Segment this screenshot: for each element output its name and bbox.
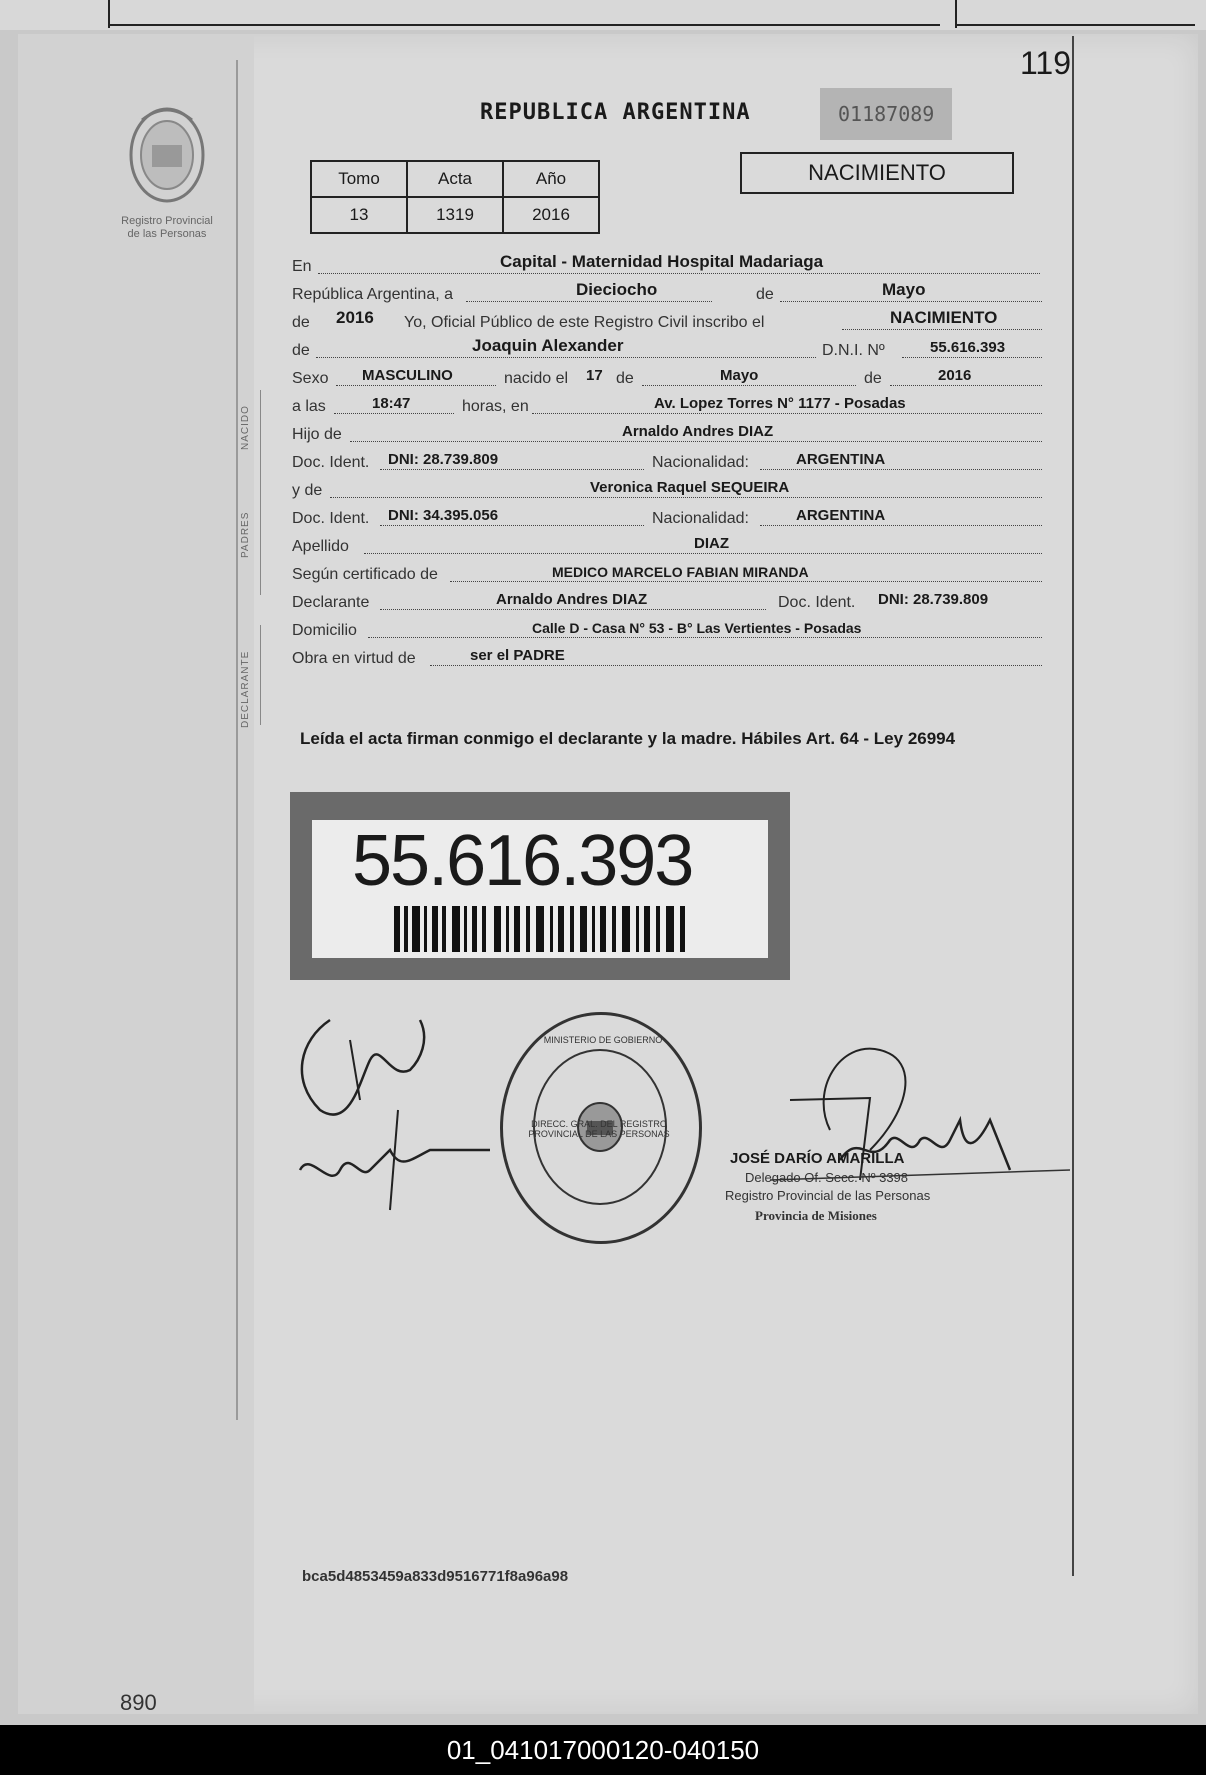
dni-sticker-inner: [312, 820, 768, 958]
page-number: 119: [1020, 45, 1072, 81]
domicilio-label: Domicilio: [292, 622, 357, 639]
row-madre: [270, 474, 1070, 502]
decl-doc-value: DNI: 28.739.809: [878, 591, 989, 608]
coat-of-arms-icon: [122, 100, 212, 210]
declarante-label: Declarante: [292, 594, 370, 611]
stamp-inner-text: MINISTERIO DE GOBIERNO: [543, 1035, 663, 1045]
dots: [380, 608, 766, 610]
tomo-label: Tomo: [311, 161, 407, 197]
domicilio-value: Calle D - Casa N° 53 - B° Las Vertientes - Posadas: [532, 620, 862, 636]
document-hash: bca5d4853459a833d9516771f8a96a98: [302, 1568, 569, 1585]
dots: [430, 664, 1042, 666]
side-label-declarante: DECLARANTE: [240, 650, 251, 728]
row-fecha: [270, 278, 1070, 306]
madre-value: Veronica Raquel SEQUEIRA: [590, 479, 790, 496]
obra-value: ser el PADRE: [470, 647, 565, 664]
inscribo-value: NACIMIENTO: [890, 308, 998, 327]
madre-nac-label: Nacionalidad:: [652, 510, 749, 527]
seal-label-2: de las Personas: [127, 228, 207, 240]
row-declarante: [270, 586, 1070, 614]
lugar-value: Capital - Maternidad Hospital Madariaga: [500, 252, 824, 271]
obra-label: Obra en virtud de: [292, 650, 416, 667]
top-strip: [0, 0, 1206, 30]
dots: [532, 412, 1042, 414]
row-sexo: [270, 362, 1070, 390]
horas-label: horas, en: [462, 398, 529, 415]
republica-label: República Argentina, a: [292, 286, 453, 303]
dia-value: Dieciocho: [576, 280, 658, 299]
row-obra: [270, 642, 1070, 670]
dots: [318, 272, 1040, 274]
official-name: JOSÉ DARÍO AMARILLA: [730, 1150, 905, 1167]
declarante-value: Arnaldo Andres DIAZ: [496, 591, 648, 608]
row-hora: [270, 390, 1070, 418]
official-registry: Registro Provincial de las Personas: [725, 1188, 931, 1203]
lugar-nac-value: Av. Lopez Torres N° 1177 - Posadas: [654, 395, 906, 412]
dots: [902, 356, 1042, 358]
decl-doc-label: Doc. Ident.: [778, 594, 856, 611]
row-padre-doc: [270, 446, 1070, 474]
bottom-stamp-number: 890: [120, 1690, 157, 1715]
madre-doc-label: Doc. Ident.: [292, 510, 370, 527]
padre-nac-value: ARGENTINA: [796, 451, 886, 468]
row-padre: [270, 418, 1070, 446]
dots: [364, 552, 1042, 554]
dots: [350, 440, 1042, 442]
nac-de2-label: de: [864, 370, 882, 387]
mes-value: Mayo: [882, 280, 926, 299]
apellido-value: DIAZ: [694, 535, 729, 552]
sexo-value: MASCULINO: [362, 367, 453, 384]
nac-anio-value: 2016: [938, 367, 972, 384]
dots: [380, 468, 644, 470]
closing-statement: Leída el acta firman conmigo el declarante y la madre. Hábiles Art. 64 - Ley 26994: [300, 729, 956, 748]
nombre-value: Joaquin Alexander: [472, 336, 624, 355]
row-apellido: [270, 530, 1070, 558]
hijo-label: Hijo de: [292, 426, 342, 443]
serial-number: 01187089: [820, 88, 952, 140]
row-anio: [270, 306, 1070, 334]
padre-value: Arnaldo Andres DIAZ: [622, 423, 774, 440]
barcode-icon: [394, 906, 694, 952]
madre-doc-value: DNI: 34.395.056: [388, 507, 499, 524]
right-border: [1072, 36, 1074, 1576]
dots: [842, 328, 1042, 330]
dots: [368, 636, 1042, 638]
nac-mes-value: Mayo: [720, 367, 759, 384]
registry-stamp: [500, 1012, 702, 1244]
nombre-label: de: [292, 342, 310, 359]
hora-label: a las: [292, 398, 326, 415]
yo-text: Yo, Oficial Público de este Registro Civil inscribo el: [404, 314, 765, 331]
document-title: REPUBLICA ARGENTINA: [480, 100, 751, 125]
footer-code: 01_041017000120-040150: [0, 1725, 1206, 1775]
dots: [466, 300, 712, 302]
provincial-seal: [92, 100, 242, 241]
row-nombre: [270, 334, 1070, 362]
margin-line: [236, 60, 238, 1420]
row-certificado: [270, 558, 1070, 586]
official-province: Provincia de Misiones: [755, 1208, 877, 1223]
anio-pre-label: de: [292, 314, 310, 331]
anio-value: 2016: [503, 197, 599, 233]
row-domicilio: [270, 614, 1070, 642]
dots: [780, 300, 1042, 302]
dots: [334, 412, 454, 414]
row-lugar: [270, 250, 1070, 278]
sexo-label: Sexo: [292, 370, 329, 387]
anio-value: 2016: [336, 308, 374, 327]
row-madre-doc: [270, 502, 1070, 530]
acta-value: 1319: [407, 197, 503, 233]
dni-sticker-number: 55.616.393: [352, 821, 693, 901]
padres-divider: [260, 490, 261, 595]
dots: [890, 384, 1042, 386]
birth-record-form: [240, 250, 1070, 728]
yde-label: y de: [292, 482, 323, 499]
act-type-box: NACIMIENTO: [740, 152, 1014, 194]
dots: [760, 524, 1042, 526]
madre-nac-value: ARGENTINA: [796, 507, 886, 524]
padre-nac-label: Nacionalidad:: [652, 454, 749, 471]
side-label-padres: PADRES: [240, 511, 251, 558]
padre-doc-label: Doc. Ident.: [292, 454, 370, 471]
dots: [642, 384, 856, 386]
dots: [330, 496, 1042, 498]
acta-label: Acta: [407, 161, 503, 197]
left-margin: [18, 34, 254, 1714]
de-label: de: [756, 286, 774, 303]
nac-dia-value: 17: [586, 367, 603, 384]
stamp-outer-text: DIRECC. GRAL. DEL REGISTRO PROVINCIAL DE LAS PERSONAS: [528, 1119, 670, 1139]
hora-value: 18:47: [372, 395, 411, 412]
certificado-value: MEDICO MARCELO FABIAN MIRANDA: [552, 564, 809, 580]
apellido-label: Apellido: [292, 538, 349, 555]
declarante-divider: [260, 625, 261, 725]
official-role: Delegado Of. Secc. Nº 3398: [745, 1170, 909, 1185]
seal-label-1: Registro Provincial: [121, 215, 213, 227]
tomo-value: 13: [311, 197, 407, 233]
tomo-acta-table: [310, 160, 600, 234]
nac-de-label: de: [616, 370, 634, 387]
dots: [316, 356, 816, 358]
dni-value: 55.616.393: [930, 339, 1006, 356]
nacido-label: nacido el: [504, 370, 569, 387]
en-label: En: [292, 258, 312, 275]
padre-doc-value: DNI: 28.739.809: [388, 451, 499, 468]
dots: [760, 468, 1042, 470]
dots: [380, 524, 644, 526]
dni-label: D.N.I. Nº: [822, 342, 885, 359]
segun-label: Según certificado de: [292, 566, 438, 583]
dni-sticker: [290, 792, 790, 980]
anio-label: Año: [503, 161, 599, 197]
dots: [450, 580, 1042, 582]
side-label-nacido: NACIDO: [240, 405, 251, 450]
dots: [336, 384, 496, 386]
signature-declarante-icon: [290, 1000, 510, 1220]
nacido-divider: [260, 390, 261, 490]
